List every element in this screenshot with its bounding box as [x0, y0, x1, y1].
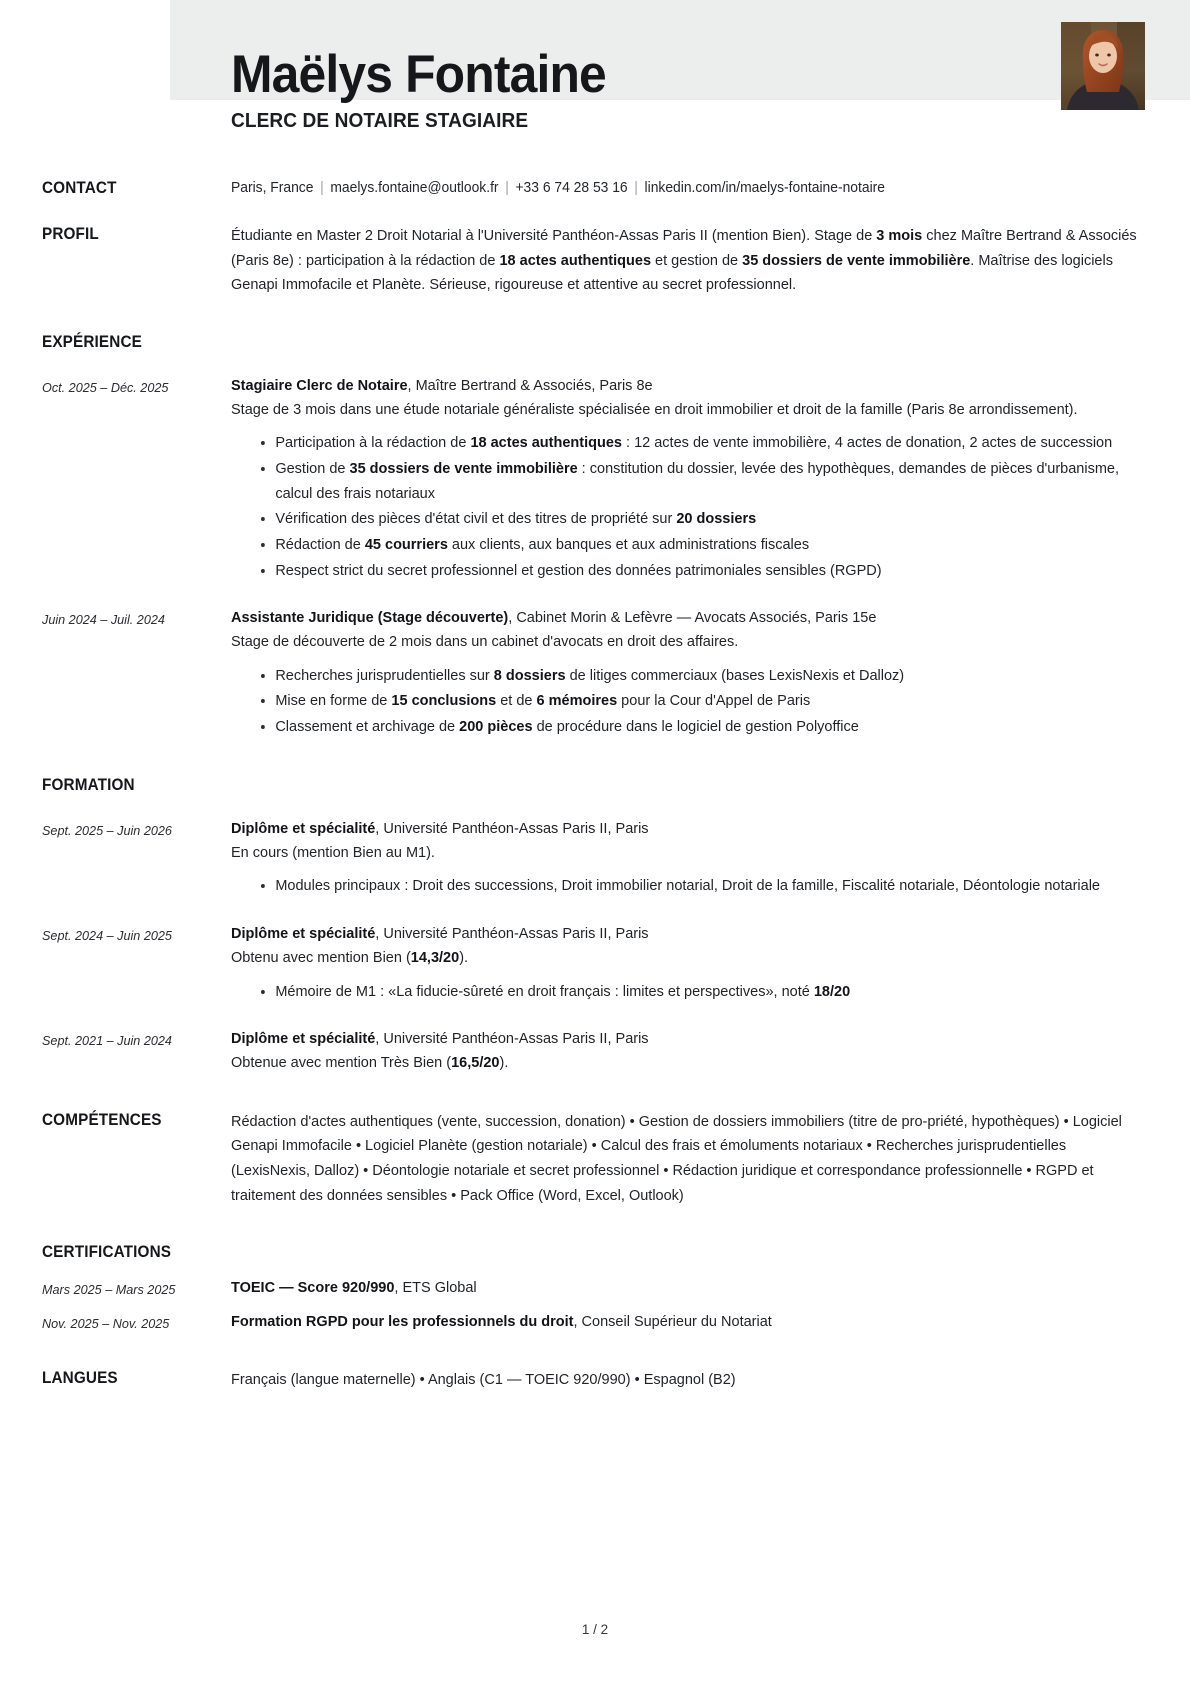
contact-separator: |: [505, 180, 509, 196]
entry-title: Diplôme et spécialité, Université Panthéon-Assas Paris II, Paris: [231, 819, 649, 837]
contact-location: Paris, France: [231, 180, 314, 196]
entry-dates: Juin 2024 – Juil. 2024: [42, 612, 165, 628]
langues-text: Français (langue maternelle) • Anglais (C1 — TOEIC 920/990) • Espagnol (B2): [231, 1370, 736, 1388]
entry-summary: Stage de découverte de 2 mois dans un cabinet d'avocats en droit des affaires.: [231, 633, 739, 651]
entry-summary: En cours (mention Bien au M1).: [231, 843, 435, 861]
entry-body: [231, 1276, 1145, 1300]
formation-entries: [42, 817, 1145, 1076]
competences-section-label-col: [42, 1110, 231, 1130]
competences-text: Rédaction d'actes authentiques (vente, succession, donation) • Gestion de dossiers immobiliers (titre de pro-priété, hypothèques) • Logiciel Genapi Immofacile • Logiciel Planète (gestion notariale) • Calcul des frais et émoluments notariaux • Recherches jurisprudentielles (LexisNexis, Dalloz) • Déontologie notariale et secret professionnel • Rédaction juridique et correspondance professionnelle • RGPD et traitement des données sensibles • Pack Office (Word, Excel, Outlook): [231, 1112, 1122, 1204]
entry-summary: Obtenue avec mention Très Bien (16,5/20).: [231, 1054, 509, 1072]
langues-section: [42, 1368, 1145, 1393]
experience-heading-row: [42, 332, 1145, 352]
entry-dates: Mars 2025 – Mars 2025: [42, 1282, 176, 1298]
section-heading-experience: EXPÉRIENCE: [42, 331, 142, 351]
contact-section: [42, 178, 1145, 200]
entry-title: Formation RGPD pour les professionnels du droit, Conseil Supérieur du Notariat: [231, 1312, 772, 1330]
contact-separator: |: [320, 180, 324, 196]
contact-section-label-col: [42, 178, 231, 198]
certifications-section: [42, 1242, 1145, 1334]
experience-section-label-col: [42, 332, 231, 352]
contact-details: [231, 178, 1145, 200]
section-heading-langues: LANGUES: [42, 1367, 118, 1387]
competences-body: [231, 1110, 1145, 1209]
entry-dates: Nov. 2025 – Nov. 2025: [42, 1315, 170, 1331]
contact-phone[interactable]: +33 6 74 28 53 16: [515, 180, 628, 196]
entry-row: [42, 922, 1145, 1005]
contact-linkedin[interactable]: linkedin.com/in/maelys-fontaine-notaire: [644, 180, 885, 196]
section-heading-certifications: CERTIFICATIONS: [42, 1242, 172, 1262]
entry-body: [231, 817, 1145, 900]
section-heading-formation: FORMATION: [42, 774, 135, 794]
entry-title: Diplôme et spécialité, Université Panthéon-Assas Paris II, Paris: [231, 1030, 649, 1048]
entry-row: [42, 817, 1145, 900]
profil-section-label-col: [42, 224, 231, 244]
entry-row: [42, 374, 1145, 584]
entry-summary: Stage de 3 mois dans une étude notariale généraliste spécialisée en droit immobilier et droit de la famille (Paris 8e arrondissement).: [231, 400, 1078, 418]
contact-line: [231, 178, 1099, 200]
certification-entries: [42, 1276, 1145, 1334]
entry-bullet-list: [231, 874, 1145, 899]
entry-row: [42, 606, 1145, 741]
list-item: Mise en forme de 15 conclusions et de 6 mémoires pour la Cour d'Appel de Paris: [261, 689, 1159, 714]
avatar: [1061, 22, 1145, 110]
profil-text: Étudiante en Master 2 Droit Notarial à l'Université Panthéon-Assas Paris II (mention Bien). Stage de 3 mois chez Maître Bertrand & Associés (Paris 8e) : participation à la rédaction de 18 actes authentiques et gestion de 35 dossiers de vente immobilière. Maîtrise des logiciels Genapi Immofacile et Planète. Sérieuse, rigoureuse et attentive au secret professionnel.: [231, 226, 1137, 294]
list-item: Participation à la rédaction de 18 actes authentiques : 12 actes de vente immobilière, 4 actes de donation, 2 actes de succession: [261, 431, 1159, 456]
entry-dates: Sept. 2024 – Juin 2025: [42, 927, 172, 943]
certification-entry: [42, 1276, 1145, 1300]
page-footer: [0, 1622, 1190, 1637]
contact-separator: |: [634, 180, 638, 196]
entry-title: Assistante Juridique (Stage découverte), Cabinet Morin & Lefèvre — Avocats Associés, Paris 15e: [231, 609, 877, 627]
section-heading-contact: CONTACT: [42, 178, 117, 197]
entry-title: TOEIC — Score 920/990, ETS Global: [231, 1279, 477, 1297]
certifications-section-label-col: [42, 1242, 231, 1262]
profil-body: [231, 224, 1145, 298]
experience-section: [42, 332, 1145, 741]
entry-dates: Sept. 2021 – Juin 2024: [42, 1033, 172, 1049]
entry-bullet-list: [231, 431, 1145, 583]
entry-body: [231, 374, 1145, 584]
entry-bullet-list: [231, 980, 1145, 1005]
experience-entries: [42, 374, 1145, 741]
entry-title: Diplôme et spécialité, Université Panthéon-Assas Paris II, Paris: [231, 924, 649, 942]
entry-summary: Obtenu avec mention Bien (14,3/20).: [231, 948, 469, 966]
entry-body: [231, 1310, 1145, 1334]
formation-section-label-col: [42, 775, 231, 795]
section-heading-competences: COMPÉTENCES: [42, 1109, 162, 1129]
formation-heading-row: [42, 775, 1145, 795]
list-item: Gestion de 35 dossiers de vente immobilière : constitution du dossier, levée des hypothèques, demandes de pièces d'urbanisme, calcul des frais notariaux: [261, 457, 1159, 506]
contact-email[interactable]: maelys.fontaine@outlook.fr: [330, 180, 499, 196]
langues-body: [231, 1368, 1145, 1393]
portrait-photo-icon: [1061, 22, 1145, 110]
list-item: Mémoire de M1 : «La fiducie-sûreté en droit français : limites et perspectives», noté 18/20: [261, 980, 1159, 1005]
entry-body: [231, 606, 1145, 741]
list-item: Rédaction de 45 courriers aux clients, aux banques et aux administrations fiscales: [261, 533, 1159, 558]
langues-section-label-col: [42, 1368, 231, 1388]
formation-section: [42, 775, 1145, 1076]
list-item: Vérification des pièces d'état civil et des titres de propriété sur 20 dossiers: [261, 507, 1159, 532]
entry-body: [231, 1027, 1145, 1076]
profil-section: [42, 224, 1145, 298]
entry-body: [231, 922, 1145, 1005]
entry-title: Stagiaire Clerc de Notaire, Maître Bertrand & Associés, Paris 8e: [231, 376, 653, 394]
list-item: Recherches jurisprudentielles sur 8 dossiers de litiges commerciaux (bases LexisNexis et Dalloz): [261, 664, 1159, 689]
competences-section: [42, 1110, 1145, 1209]
entry-dates: Oct. 2025 – Déc. 2025: [42, 379, 169, 395]
list-item: Respect strict du secret professionnel et gestion des données patrimoniales sensibles (RGPD): [261, 559, 1159, 584]
list-item: Modules principaux : Droit des successions, Droit immobilier notarial, Droit de la famille, Fiscalité notariale, Déontologie notariale: [261, 874, 1159, 899]
entry-row: [42, 1027, 1145, 1076]
job-title: CLERC DE NOTAIRE STAGIAIRE: [231, 108, 529, 132]
certification-entry: [42, 1310, 1145, 1334]
section-heading-profil: PROFIL: [42, 223, 99, 243]
header-name-block: [42, 0, 1145, 156]
entry-bullet-list: [231, 664, 1145, 740]
page-number: 1 / 2: [581, 1622, 609, 1637]
page-title: Maëlys Fontaine: [231, 45, 606, 104]
entry-dates: Sept. 2025 – Juin 2026: [42, 822, 172, 838]
list-item: Classement et archivage de 200 pièces de procédure dans le logiciel de gestion Polyoffice: [261, 715, 1159, 740]
